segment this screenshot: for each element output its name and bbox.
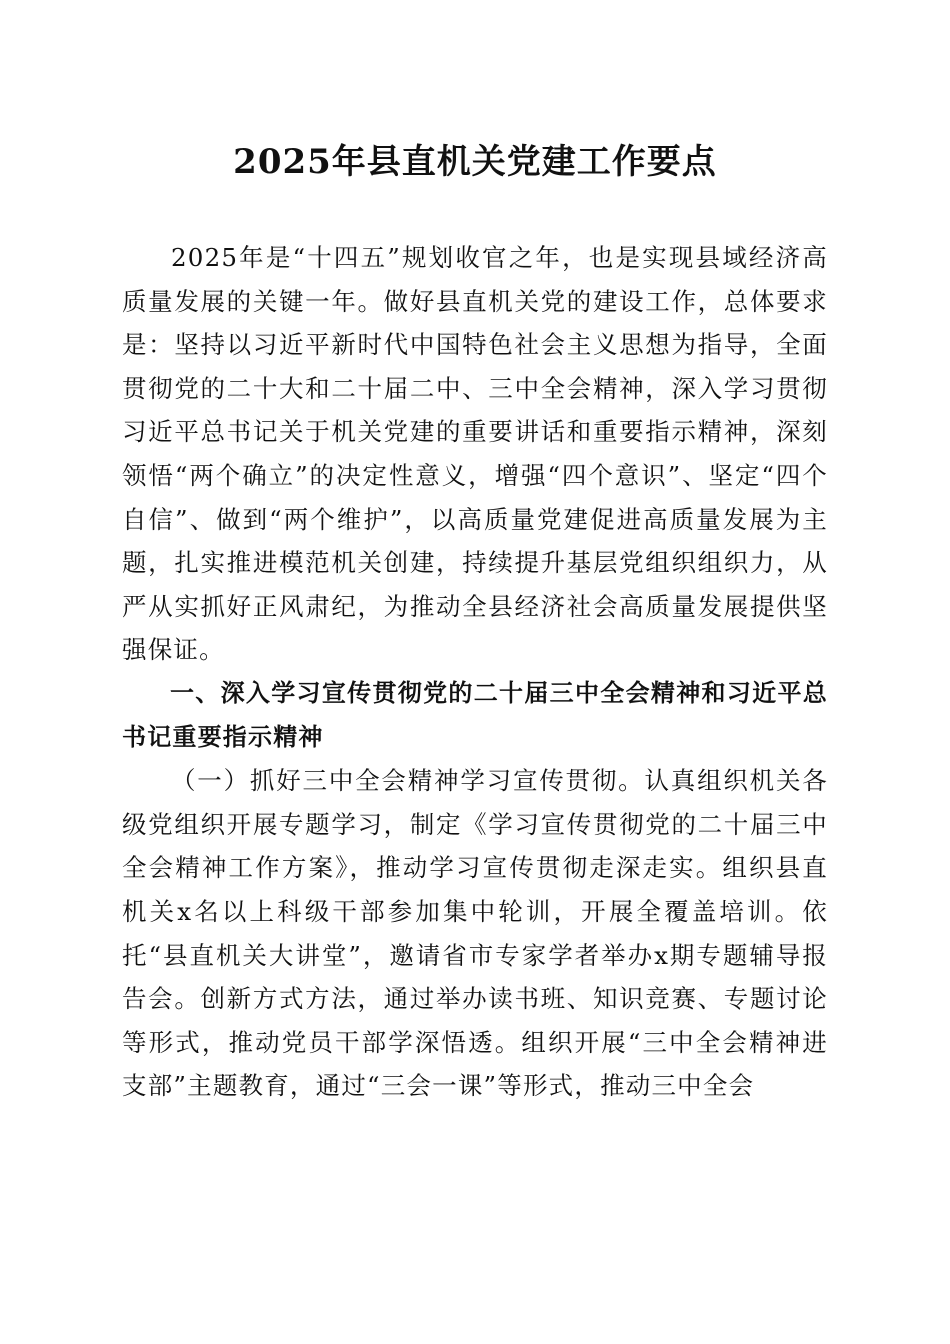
document-title: 2025年县直机关党建工作要点 [233,142,717,182]
section-heading-1: 一、深入学习宣传贯彻党的二十届三中全会精神和习近平总书记重要指示精神 [122,678,828,751]
section-1-item-1-text: 认真组织机关各级党组织开展专题学习，制定《学习宣传贯彻党的二十届三中全会精神工作方案》，推动学习宣传贯彻走深走实。组织县直机关x名以上科级干部参加集中轮训，开展全覆盖培训。依托“县直机关大讲堂”，邀请省市专家学者举办x期专题辅导报告会。创新方式方法，通过举办读书班、知识竞赛、专题讨论等形式，推动党员干部学深悟透。组织开展“三中全会精神进支部”主题教育，通过“三会一课”等形式，推动三中全会 [122,766,828,1101]
section-1-item-1-label: （一）抓好三中全会精神学习宣传贯彻。 [171,766,645,796]
section-1-item-1-paragraph [122,759,828,1108]
intro-paragraph: 2025年是“十四五”规划收官之年，也是实现县域经济高质量发展的关键一年。做好县直机关党的建设工作，总体要求是：坚持以习近平新时代中国特色社会主义思想为指导，全面贯彻党的二十大和二十届二中、三中全会精神，深入学习贯彻习近平总书记关于机关党建的重要讲话和重要指示精神，深刻领悟“两个确立”的决定性意义，增强“四个意识”、坚定“四个自信”、做到“两个维护”，以高质量党建促进高质量发展为主题，扎实推进模范机关创建，持续提升基层党组织组织力，从严从实抓好正风肃纪，为推动全县经济社会高质量发展提供坚强保证。 [122,243,828,665]
document-body [122,236,828,1108]
